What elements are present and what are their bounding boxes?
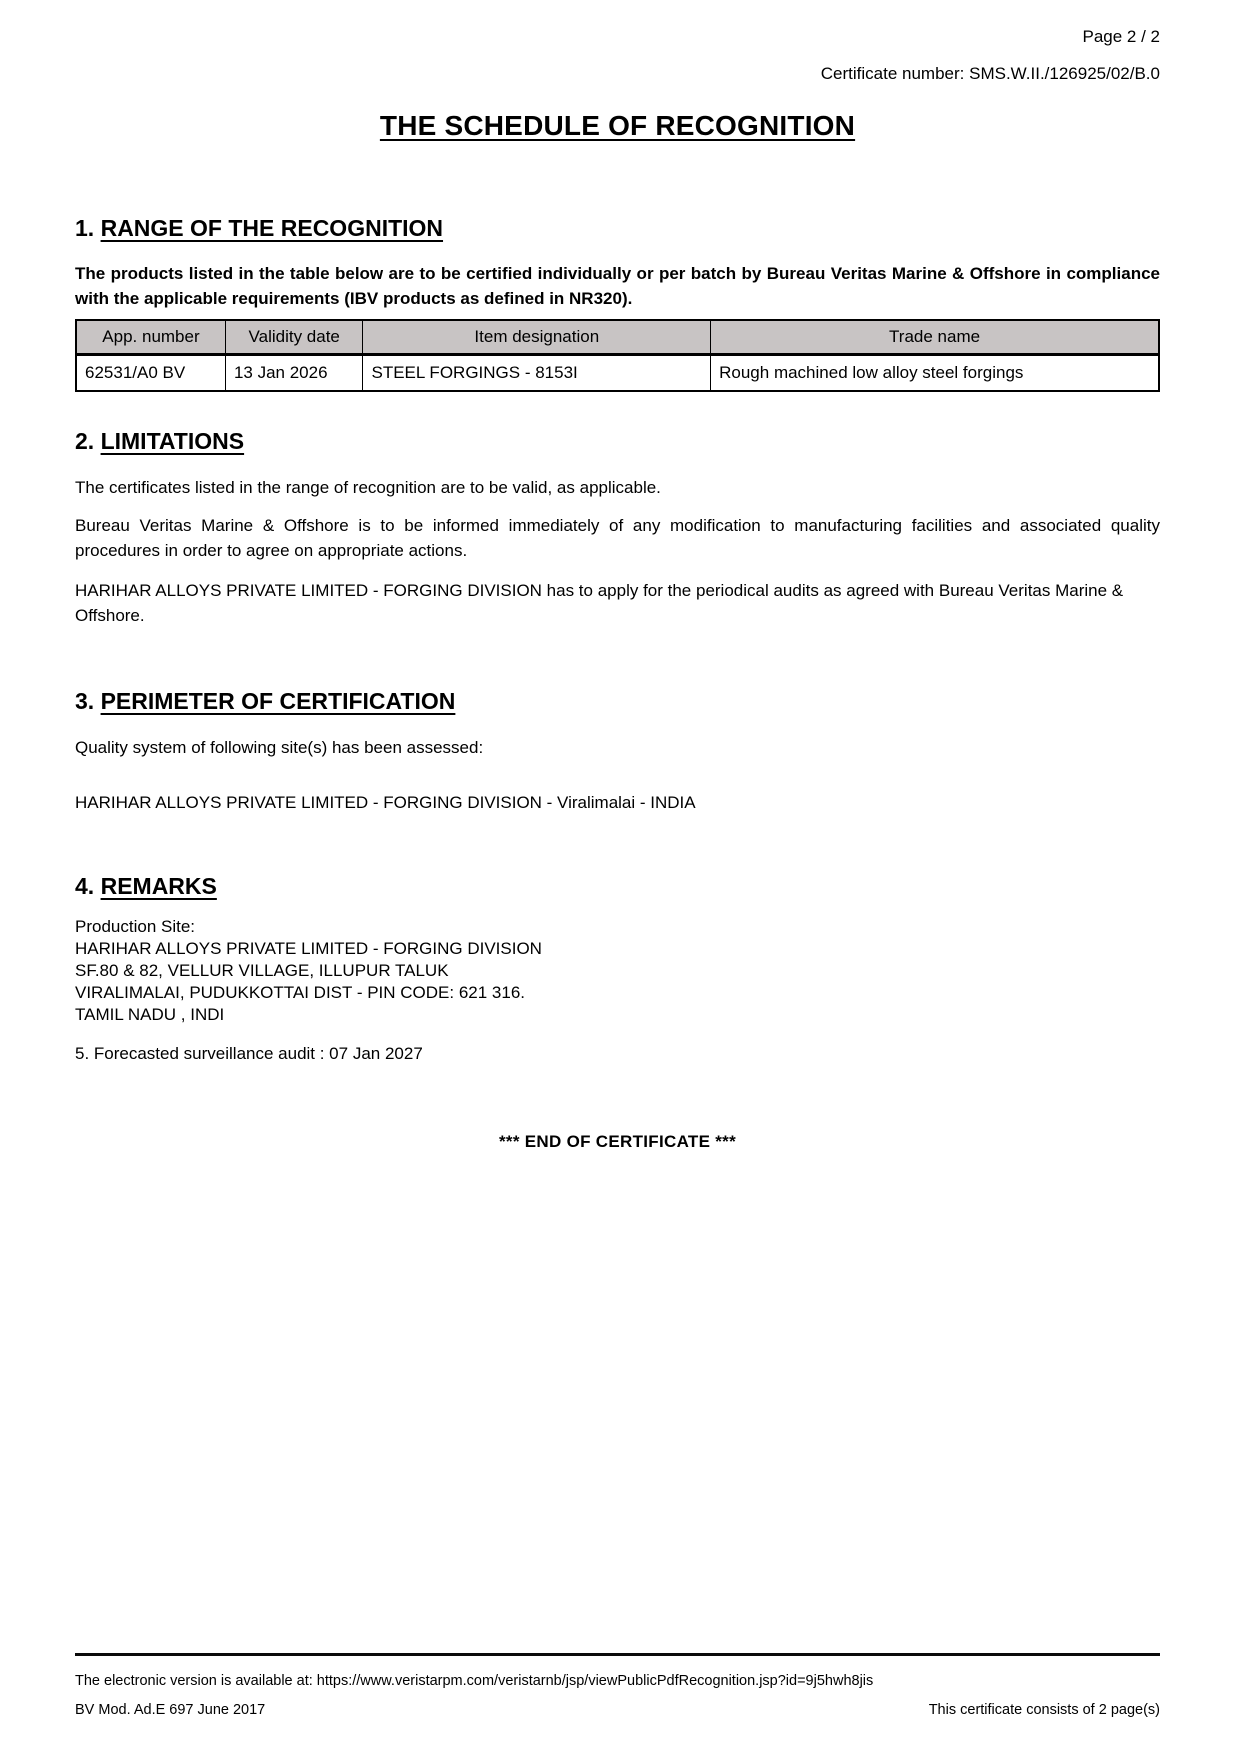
- cell-app-number: 62531/A0 BV: [76, 355, 225, 392]
- remarks-line-production-site: Production Site:: [75, 917, 196, 936]
- remarks-line-company: HARIHAR ALLOYS PRIVATE LIMITED - FORGING DIVISION: [75, 939, 542, 958]
- table-header-row: [76, 320, 1159, 355]
- section-title: LIMITATIONS: [100, 428, 245, 454]
- section-title: PERIMETER OF CERTIFICATION: [100, 688, 456, 714]
- table-header-trade-name: Trade name: [711, 320, 1159, 355]
- section-number: 2.: [75, 428, 95, 454]
- perimeter-site: HARIHAR ALLOYS PRIVATE LIMITED - FORGING DIVISION - Viralimalai - INDIA: [75, 793, 696, 812]
- electronic-version-note: The electronic version is available at: https://www.veristarpm.com/veristarnb/jsp/viewPublicPdfRecognition.jsp?id=9j5hwh8jis: [75, 1673, 874, 1689]
- limitations-paragraph-1: The certificates listed in the range of recognition are to be valid, as applicable.: [75, 478, 661, 497]
- page-count-note: This certificate consists of 2 page(s): [928, 1702, 1160, 1718]
- remarks-block: [75, 916, 1160, 1026]
- section-title: RANGE OF THE RECOGNITION: [100, 215, 444, 241]
- page-footer: [75, 1653, 1160, 1718]
- table-header-validity-date: Validity date: [225, 320, 363, 355]
- cell-validity-date: 13 Jan 2026: [225, 355, 363, 392]
- perimeter-intro: Quality system of following site(s) has been assessed:: [75, 738, 484, 757]
- remarks-line-address-1: SF.80 & 82, VELLUR VILLAGE, ILLUPUR TALUK: [75, 961, 449, 980]
- range-intro-paragraph: The products listed in the table below are to be certified individually or per batch by Bureau Veritas Marine & Offshore in compliance with the applicable requirements (IBV products as defined in NR320).: [75, 264, 1160, 308]
- certificate-number: Certificate number: SMS.W.II./126925/02/B.0: [820, 64, 1160, 83]
- remarks-line-address-2: VIRALIMALAI, PUDUKKOTTAI DIST - PIN CODE: 621 316.: [75, 983, 526, 1002]
- cell-trade-name: Rough machined low alloy steel forgings: [711, 355, 1159, 392]
- recognition-table: [75, 319, 1160, 392]
- section-number: 3.: [75, 688, 95, 714]
- forecast-surveillance-audit: 5. Forecasted surveillance audit : 07 Jan 2027: [75, 1044, 423, 1063]
- document-title: THE SCHEDULE OF RECOGNITION: [379, 110, 856, 141]
- table-row: [76, 355, 1159, 392]
- section-title: REMARKS: [100, 873, 217, 899]
- limitations-paragraph-3: HARIHAR ALLOYS PRIVATE LIMITED - FORGING DIVISION has to apply for the periodical audits as agreed with Bureau Veritas Marine & Offshore.: [75, 581, 1124, 625]
- limitations-paragraph-2: Bureau Veritas Marine & Offshore is to be informed immediately of any modification to manufacturing facilities and associated quality procedures in order to agree on appropriate actions.: [75, 516, 1160, 560]
- section-heading-remarks: [75, 873, 1160, 900]
- section-heading-perimeter: [75, 688, 1160, 715]
- end-of-certificate-marker: *** END OF CERTIFICATE ***: [498, 1132, 736, 1151]
- cell-item-designation: STEEL FORGINGS - 8153I: [363, 355, 711, 392]
- form-reference: BV Mod. Ad.E 697 June 2017: [75, 1702, 266, 1718]
- remarks-line-address-3: TAMIL NADU , INDI: [75, 1005, 225, 1024]
- table-header-item-designation: Item designation: [363, 320, 711, 355]
- page-content: [0, 27, 1240, 1152]
- section-number: 4.: [75, 873, 95, 899]
- section-number: 1.: [75, 215, 95, 241]
- page-number: Page 2 / 2: [1082, 27, 1160, 46]
- table-header-app-number: App. number: [76, 320, 225, 355]
- section-heading-limitations: [75, 428, 1160, 455]
- footer-bottom-row: [75, 1702, 1160, 1718]
- section-heading-range: [75, 215, 1160, 242]
